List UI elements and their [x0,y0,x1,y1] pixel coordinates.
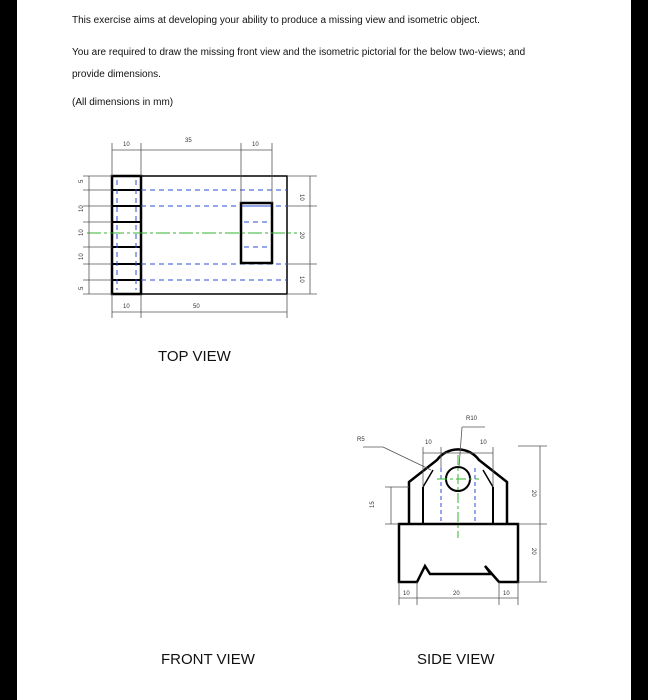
top-view-label: TOP VIEW [158,348,231,365]
side-view-drawing [363,427,547,605]
dim-left-10-c: 10 [79,253,85,260]
dim-side-bottom-20: 20 [453,591,460,597]
dim-left-5-b: 5 [79,286,85,290]
dim-top-10-right: 10 [252,142,259,148]
side-view-dimension-lines [363,427,547,605]
top-view-outline [112,176,287,294]
dim-bottom-10: 10 [123,304,130,310]
dim-bottom-50: 50 [193,304,200,310]
engineering-drawing [17,0,631,700]
front-view-label: FRONT VIEW [161,651,255,668]
dim-r10: R10 [466,416,478,422]
dim-top-10-left: 10 [123,142,130,148]
dim-side-bottom-10-right: 10 [503,591,510,597]
document-page [17,0,631,700]
top-view-dimension-lines [83,143,317,318]
intro-line-3: provide dimensions. [72,69,161,80]
side-view-label: SIDE VIEW [417,651,495,668]
dim-side-right-20-bottom: 20 [530,548,536,555]
dim-side-top-10-left: 10 [425,440,432,446]
dim-r5: R5 [357,437,365,443]
dim-side-right-20-top: 20 [530,490,536,497]
dim-side-bottom-10-left: 10 [403,591,410,597]
top-view-left-strip [112,176,141,294]
dim-left-10-b: 10 [79,229,85,236]
units-note: (All dimensions in mm) [72,97,174,108]
dim-right-10-top: 10 [298,194,304,201]
top-view-drawing [83,143,317,318]
dim-left-10-a: 10 [79,205,85,212]
hidden-lines [117,180,287,290]
dim-left-5-a: 5 [79,179,85,183]
dim-right-20: 20 [298,232,304,239]
intro-line-1: This exercise aims at developing your ability to produce a missing view and isometric object. [72,15,480,26]
intro-line-2: You are required to draw the missing front view and the isometric pictorial for the below two-views; and [72,47,526,58]
dim-side-top-10-right: 10 [480,440,487,446]
dim-right-10-bottom: 10 [298,276,304,283]
dim-side-left-15: 15 [370,501,376,508]
dim-top-35: 35 [185,138,192,144]
